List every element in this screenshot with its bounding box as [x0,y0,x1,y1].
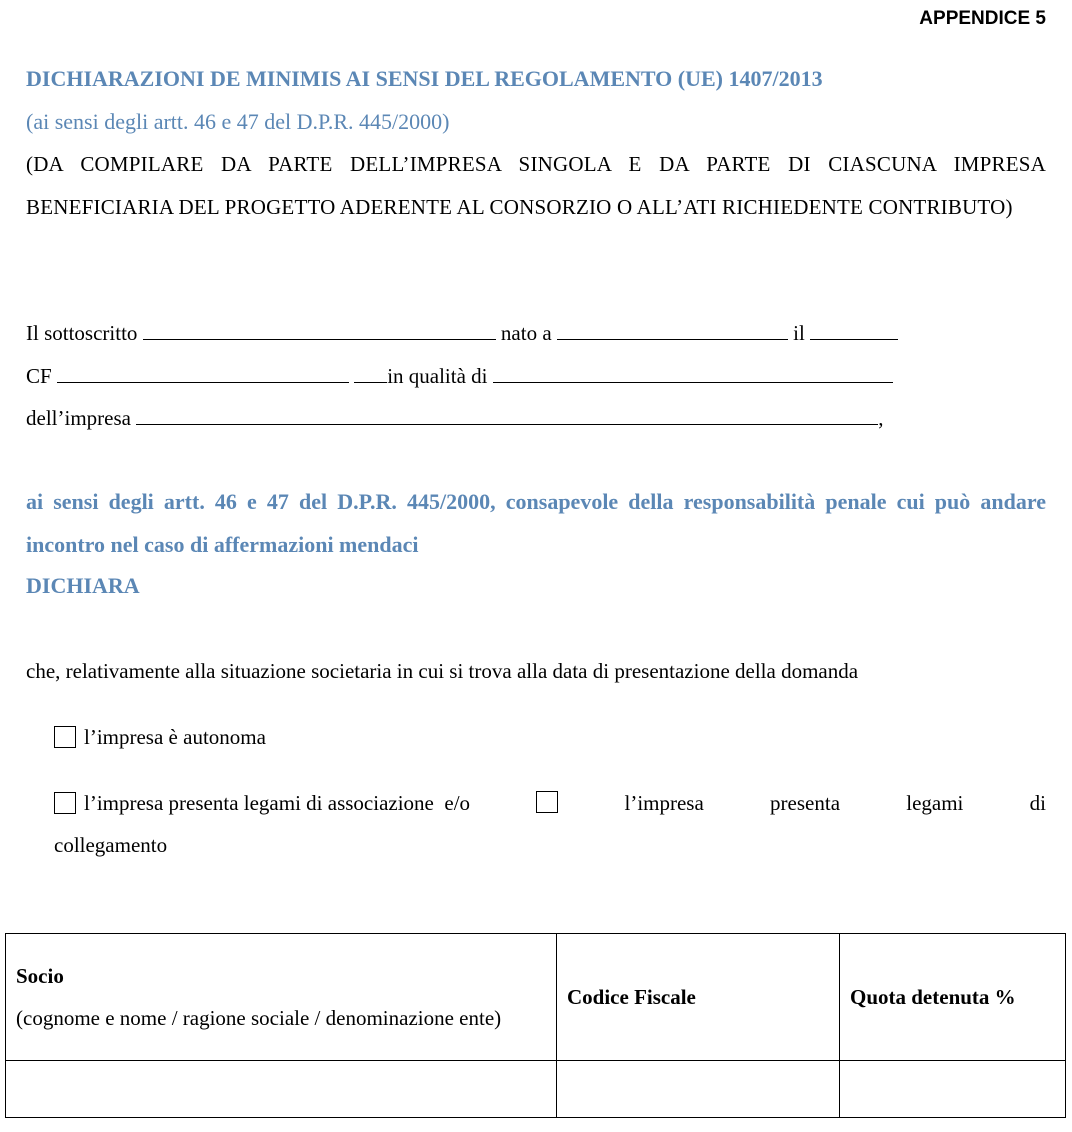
situation-text: che, relativamente alla situazione societaria in cui si trova alla data di presentazione della domanda [26,659,859,683]
cf-field[interactable] [57,358,349,383]
option-associazione [54,782,470,824]
instruction-text: (DA COMPILARE DA PARTE DELL’IMPRESA SINGOLA E DA PARTE DI CIASCUNA IMPRESA BENEFICIARIA DEL PROGETTO ADERENTE AL CONSORZIO O ALL’ATI RICHIEDENTE CONTRIBUTO) [26,152,1046,219]
role-field[interactable] [493,358,893,383]
checkbox-autonoma[interactable] [54,726,76,748]
socio-title: Socio [16,964,64,988]
form-row-name [26,312,898,354]
cf-label: CF [26,364,52,388]
checkbox-collegamento[interactable] [536,791,558,813]
impresa-label: dell’impresa [26,406,131,430]
autonoma-label: l’impresa è autonoma [84,725,266,749]
document-title: DICHIARAZIONI DE MINIMIS AI SENSI DEL REGOLAMENTO (UE) 1407/2013 [26,66,823,91]
soci-table [5,933,1066,1118]
associazione-label: l’impresa presenta legami di associazione [84,791,434,815]
cell-codice-fiscale[interactable] [557,1061,840,1118]
header-codice-fiscale: Codice Fiscale [557,934,840,1061]
option-autonoma [54,716,266,758]
form-row-cf [26,355,893,397]
sottoscritto-label: Il sottoscritto [26,321,138,345]
cf-extra-field[interactable] [354,358,387,383]
option-legami-row [54,782,1046,824]
cell-socio[interactable] [6,1061,557,1118]
collegamento-word: di [1029,791,1046,815]
qualita-label: in qualità di [387,364,488,388]
document-subtitle: (ai sensi degli artt. 46 e 47 del D.P.R. 445/2000) [26,109,450,134]
checkbox-associazione[interactable] [54,792,76,814]
dichiara-heading: DICHIARA [26,573,140,598]
collegamento-word: presenta [770,791,841,815]
il-label: il [793,321,805,345]
collegamento-continuation: collegamento [54,833,168,857]
birthdate-field[interactable] [810,315,898,340]
table-row [6,1061,1066,1118]
table-header-row [6,934,1066,1061]
form-row-impresa [26,397,883,439]
cell-quota[interactable] [840,1061,1066,1118]
appendix-label: APPENDICE 5 [919,8,1046,29]
sottoscritto-field[interactable] [143,315,496,340]
impresa-field[interactable] [136,400,878,425]
collegamento-word: legami [906,791,964,815]
socio-description: (cognome e nome / ragione sociale / denominazione ente) [16,1006,502,1030]
eo-label: e/o [444,791,471,815]
header-socio [6,934,557,1061]
declaration-text: ai sensi degli artt. 46 e 47 del D.P.R. 445/2000, consapevole della responsabilità penale cui può andare incontro nel caso di affermazioni mendaci [26,489,1046,557]
header-quota: Quota detenuta % [840,934,1066,1061]
nato-a-label: nato a [500,321,552,345]
birthplace-field[interactable] [557,315,788,340]
collegamento-word: l’impresa [624,791,704,815]
impresa-comma: , [878,406,884,430]
